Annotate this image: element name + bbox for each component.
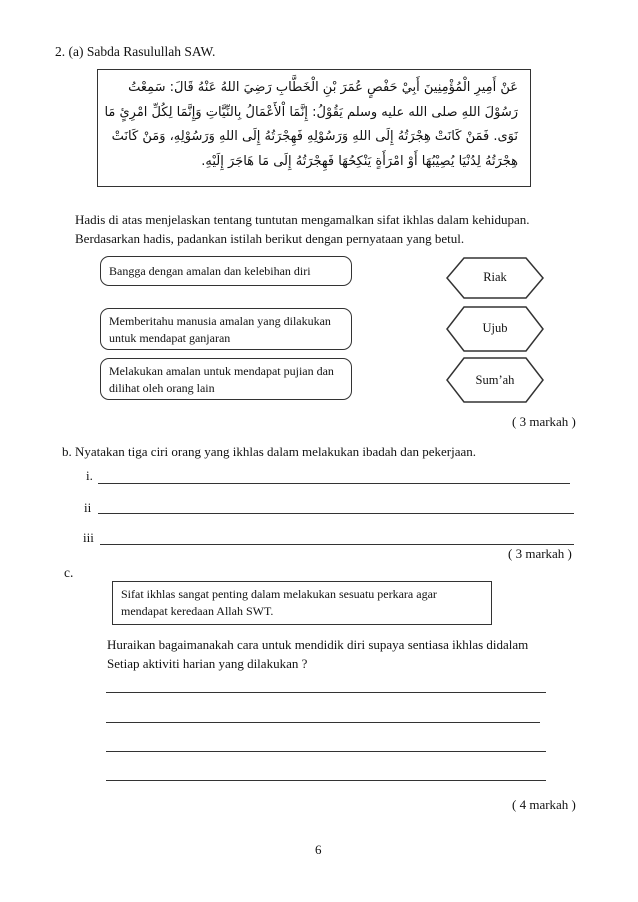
- marks-a: ( 3 markah ): [512, 414, 576, 429]
- hadith-text: [98, 70, 530, 174]
- answer-label-i: i.: [86, 468, 93, 483]
- marks-b: ( 3 markah ): [508, 546, 572, 561]
- term-label: Riak: [483, 270, 507, 284]
- term-label: Ujub: [482, 321, 508, 335]
- question-heading: 2. (a) Sabda Rasulullah SAW.: [55, 44, 216, 59]
- page-number: 6: [315, 842, 322, 857]
- hadith-box: [97, 69, 531, 187]
- part-c-question-1: Huraikan bagaimanakah cara untuk mendidik diri supaya sentiasa ikhlas didalam: [107, 637, 529, 652]
- answer-label-iii: iii: [83, 530, 94, 545]
- answer-line-i[interactable]: [98, 483, 570, 484]
- hadith-line: هِجْرَتُهُ لِدُنْيَا يُصِيْبُهَا أَوْ امْرَأَةٍ يَنْكِحُهَا فَهِجْرَتُهُ إِلَى مَا هَاجَرَ إِلَيْهِ.: [201, 153, 518, 169]
- answer-line-c1[interactable]: [106, 692, 546, 693]
- hadith-line: نَوَى. فَمَنْ كَانَتْ هِجْرَتُهُ إِلَى اللهِ وَرَسُوْلِهِ فَهِجْرَتُهُ إِلَى اللهِ وَرَسُوْلِهِ، وَمَنْ كَانَتْ: [111, 129, 518, 144]
- part-c-question-2: Setiap aktiviti harian yang dilakukan ?: [107, 656, 308, 671]
- answer-line-c3[interactable]: [106, 751, 546, 752]
- statement-box-2[interactable]: Memberitahu manusia amalan yang dilakukan untuk mendapat ganjaran: [100, 308, 352, 350]
- instruction-text-2: Berdasarkan hadis, padankan istilah berikut dengan pernyataan yang betul.: [75, 231, 465, 246]
- statement-box-1[interactable]: Bangga dengan amalan dan kelebihan diri: [100, 256, 352, 286]
- answer-label-ii: ii: [84, 500, 92, 515]
- part-b-question: b. Nyatakan tiga ciri orang yang ikhlas dalam melakukan ibadah dan pekerjaan.: [62, 444, 477, 459]
- answer-line-c4[interactable]: [106, 780, 546, 781]
- part-c-label: c.: [64, 565, 74, 580]
- hadith-line: رَسُوْلَ اللهِ صلى الله عليه وسلم يَقُوْلُ: إِنَّمَا اْلأَعْمَالُ بِالنِّيَّاتِ وَإِنَّمَا لِكُلِّ امْرِئٍ مَا: [104, 104, 518, 120]
- answer-line-c2[interactable]: [106, 722, 540, 723]
- statement-box-3[interactable]: Melakukan amalan untuk mendapat pujian dan dilihat oleh orang lain: [100, 358, 352, 400]
- hadith-line: عَنْ أَمِيرِ الْمُؤْمِنِينَ أَبِيْ حَفْصٍ عُمَرَ بْنِ الْخَطَّابِ رَضِيَ اللهُ عَنْهُ قَالَ: سَمِعْتُ: [128, 80, 518, 95]
- answer-line-iii[interactable]: [100, 544, 574, 545]
- term-hexagon-sumah[interactable]: [446, 357, 544, 403]
- term-label: Sum’ah: [475, 373, 515, 387]
- term-hexagon-riak[interactable]: [446, 257, 544, 299]
- answer-line-ii[interactable]: [98, 513, 574, 514]
- instruction-text-1: Hadis di atas menjelaskan tentang tuntutan mengamalkan sifat ikhlas dalam kehidupan.: [75, 212, 530, 227]
- term-hexagon-ujub[interactable]: [446, 306, 544, 352]
- marks-c: ( 4 markah ): [512, 797, 576, 812]
- part-c-statement-box: Sifat ikhlas sangat penting dalam melakukan sesuatu perkara agar mendapat keredaan Allah SWT.: [112, 581, 492, 625]
